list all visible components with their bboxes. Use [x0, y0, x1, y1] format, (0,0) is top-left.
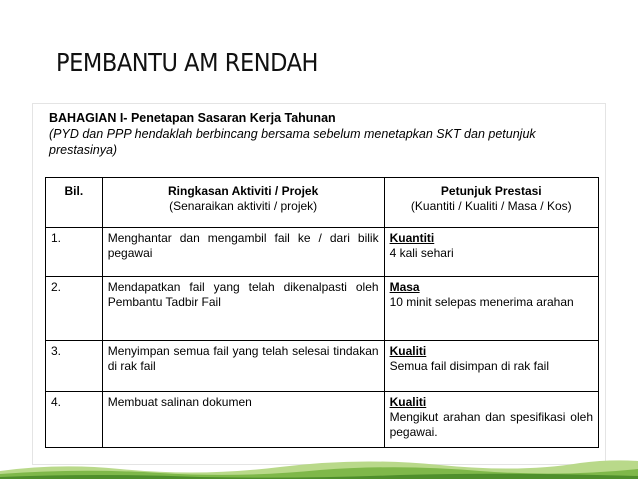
header-petunjuk-title: Petunjuk Prestasi — [440, 184, 542, 198]
table-header-row — [46, 178, 599, 228]
cell-aktiviti: Membuat salinan dokumen — [102, 392, 384, 448]
cell-bil: 1. — [46, 228, 103, 277]
petunjuk-value: 10 minit selepas menerima arahan — [389, 295, 574, 309]
petunjuk-value: Mengikut arahan dan spesifikasi oleh pegawai. — [389, 410, 593, 439]
table-row — [46, 392, 599, 448]
cell-bil: 2. — [46, 277, 103, 341]
section-title: Penetapan Sasaran Kerja Tahunan — [130, 111, 336, 125]
cell-bil: 3. — [46, 341, 103, 392]
cell-bil: 4. — [46, 392, 103, 448]
header-petunjuk-sub: (Kuantiti / Kualiti / Masa / Kos) — [410, 199, 572, 213]
petunjuk-label: Kuantiti — [389, 231, 435, 245]
document-image — [33, 104, 605, 464]
grass-mid-layer — [0, 467, 638, 479]
header-aktiviti — [102, 178, 384, 228]
petunjuk-value: Semua fail disimpan di rak fail — [389, 359, 549, 373]
cell-petunjuk — [384, 228, 598, 277]
grass-front-layer — [0, 474, 638, 479]
petunjuk-label: Kualiti — [389, 395, 427, 409]
table-row — [46, 228, 599, 277]
cell-petunjuk — [384, 277, 598, 341]
cell-petunjuk — [384, 341, 598, 392]
section-label: BAHAGIAN I- — [49, 111, 128, 125]
header-aktiviti-title: Ringkasan Aktiviti / Projek — [168, 184, 319, 198]
cell-aktiviti: Menghantar dan mengambil fail ke / dari bilik pegawai — [102, 228, 384, 277]
header-aktiviti-sub: (Senaraikan aktiviti / projek) — [169, 199, 318, 213]
section-header — [49, 110, 599, 158]
skt-table — [45, 177, 599, 448]
petunjuk-label: Masa — [389, 280, 420, 294]
petunjuk-value: 4 kali sehari — [389, 246, 454, 260]
petunjuk-label: Kualiti — [389, 344, 427, 358]
cell-aktiviti: Mendapatkan fail yang telah dikenalpasti oleh Pembantu Tadbir Fail — [102, 277, 384, 341]
table-row — [46, 277, 599, 341]
table-row — [46, 341, 599, 392]
header-petunjuk — [384, 178, 598, 228]
cell-petunjuk — [384, 392, 598, 448]
section-note: (PYD dan PPP hendaklah berbincang bersama sebelum menetapkan SKT dan petunjuk prestasinya) — [49, 127, 536, 157]
header-bil: Bil. — [46, 178, 103, 228]
slide-title: PEMBANTU AM RENDAH — [56, 48, 319, 77]
cell-aktiviti: Menyimpan semua fail yang telah selesai tindakan di rak fail — [102, 341, 384, 392]
